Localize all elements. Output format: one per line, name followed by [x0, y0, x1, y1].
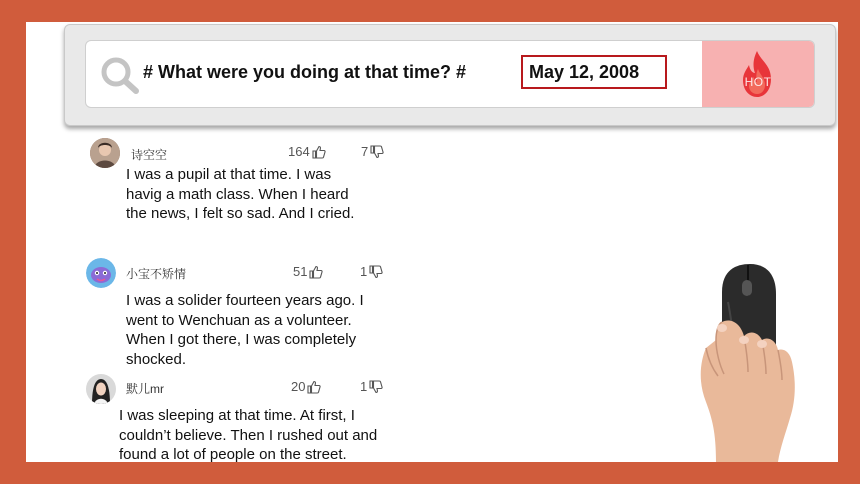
like-count: 20 — [291, 379, 306, 394]
hot-badge[interactable] — [702, 41, 814, 107]
search-bar[interactable] — [85, 40, 815, 108]
like-button[interactable] — [293, 264, 323, 279]
thumbs-down-icon — [369, 380, 383, 394]
search-query-text[interactable]: # What were you doing at that time? # — [143, 62, 467, 82]
thumbs-up-icon — [309, 265, 323, 279]
thumbs-up-icon — [312, 145, 326, 159]
thumbs-down-icon — [370, 145, 384, 159]
avatar-image-icon — [90, 138, 120, 168]
username[interactable]: 诗空空 — [131, 148, 168, 162]
fire-icon — [737, 49, 777, 99]
dislike-button[interactable] — [360, 379, 383, 394]
dislike-button[interactable] — [361, 144, 384, 159]
avatar-image-icon — [86, 258, 116, 288]
hand-mouse-icon — [678, 262, 818, 462]
search-panel — [64, 24, 836, 126]
dislike-count: 1 — [360, 264, 368, 279]
comment-text: I was a solider fourteen years ago. I went to Wenchuan as a volunteer. When I got there, I was completely shocked. — [126, 292, 364, 368]
dislike-button[interactable] — [360, 264, 383, 279]
dislike-count: 7 — [361, 144, 369, 159]
avatar[interactable] — [90, 138, 120, 168]
dislike-count: 1 — [360, 379, 368, 394]
avatar[interactable] — [86, 374, 116, 404]
slide-canvas — [26, 22, 838, 462]
comment-text: I was sleeping at that time. At first, I couldn’t believe. Then I rushed out and found a lot of people on the street. — [119, 407, 378, 462]
like-count: 164 — [288, 144, 310, 159]
hot-label: HOT — [744, 75, 772, 89]
search-icon[interactable] — [98, 55, 142, 95]
like-button[interactable] — [291, 379, 321, 394]
username[interactable]: 默儿mr — [126, 382, 164, 396]
username[interactable]: 小宝不矫情 — [126, 267, 187, 281]
thumbs-up-icon — [307, 380, 321, 394]
avatar-image-icon — [86, 374, 116, 404]
thumbs-down-icon — [369, 265, 383, 279]
comment-text: I was a pupil at that time. I was havig a math class. When I heard the news, I felt so sad. And I cried. — [126, 166, 355, 222]
highlighted-date: May 12, 2008 — [521, 55, 667, 89]
like-button[interactable] — [288, 144, 326, 159]
like-count: 51 — [293, 264, 308, 279]
avatar[interactable] — [86, 258, 116, 288]
